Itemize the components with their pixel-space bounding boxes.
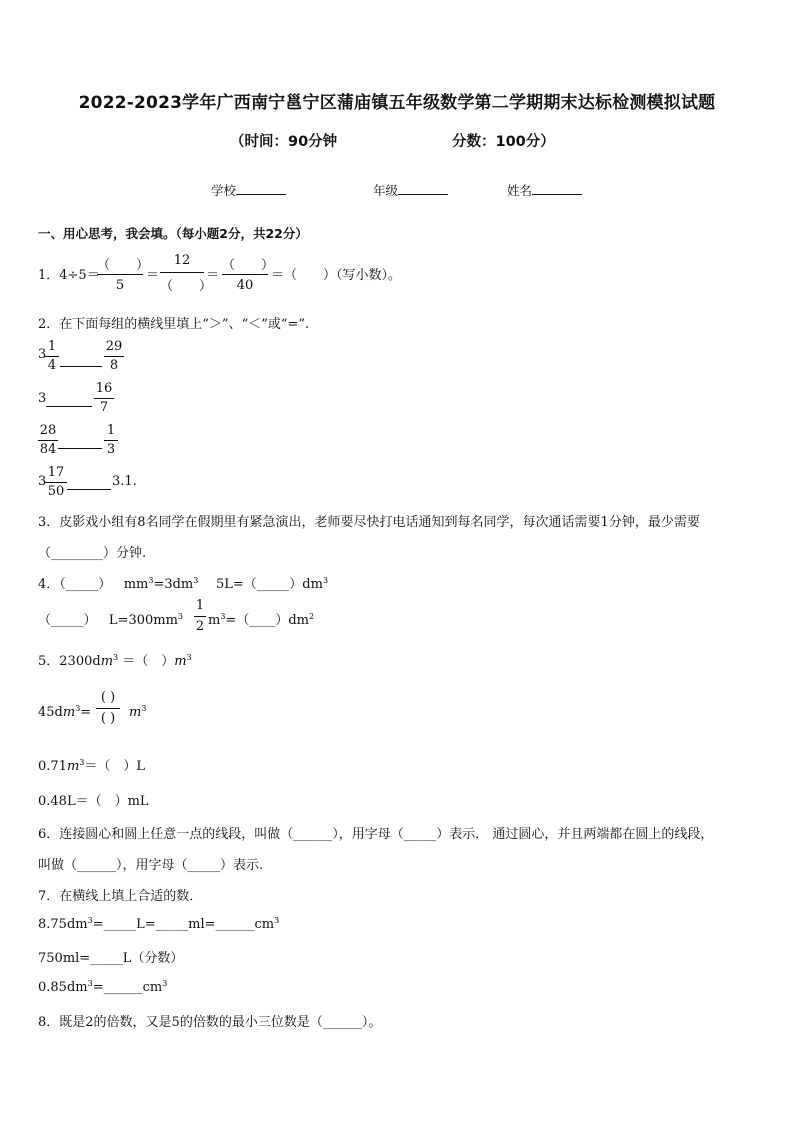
q1-frac3-den: 40 (236, 278, 254, 293)
q4-unit-m: m (208, 613, 221, 628)
q2-text: 2．在下面每组的横线里填上“＞”、“＜”或“=”. (38, 317, 310, 332)
q6-line2: 叫做（______），用字母（_____）表示. (38, 858, 264, 873)
q1-frac1-num[interactable]: （ ） (97, 258, 150, 273)
name-blank[interactable] (532, 182, 582, 195)
q2c-blank[interactable] (58, 448, 102, 449)
q7-a-prefix: 8.75dm (38, 917, 88, 932)
q5-c-m: m (66, 759, 80, 774)
q2d-whole: 3 (38, 474, 47, 489)
q2c-rnum: 1 (106, 423, 116, 438)
name-field (507, 181, 582, 199)
q1-frac3-num[interactable]: （ ） (222, 258, 275, 273)
q7-c-prefix: 0.85dm (38, 980, 88, 995)
q5-b-m2: m (129, 705, 142, 720)
q4-row2b: $m^3=(\_\_\_\_)dm^2$ (208, 612, 315, 628)
q2d-den: 50 (47, 484, 65, 499)
q5-b-unit: $m^3$ (129, 704, 147, 720)
q5-d: 0.48L＝（ ）mL (38, 794, 149, 809)
section-heading: 一、用心思考，我会填。（每小题2分，共22分） (38, 226, 308, 241)
q1-frac3-bar (222, 274, 268, 275)
q2a-whole: 3 (38, 347, 47, 362)
q4-row1: 4．（_____） $mm^3=3dm^3$ (38, 576, 199, 592)
q5-c-blank[interactable]: ＝（ ）L (84, 759, 146, 774)
q7-b: 750ml=_____L（分数） (38, 951, 184, 966)
q5-b: $45dm^3=$ (38, 704, 92, 720)
q5-a-prefix: 5．2300d (38, 654, 101, 669)
q2c-num: 28 (39, 423, 57, 438)
q4-blank2[interactable]: 5L=（_____）dm (216, 577, 323, 592)
q3-line2: （________）分钟. (38, 546, 147, 561)
q2a-num: 1 (47, 339, 57, 354)
q1-frac2-num: 12 (173, 253, 191, 268)
exam-score: 分数：100分） (452, 134, 555, 150)
q4-unit-mm: mm (123, 577, 149, 592)
q1-eq2: ＝ (206, 268, 220, 283)
q1-frac1-den: 5 (115, 278, 125, 293)
q2b-num: 16 (95, 381, 113, 396)
q5-a: 5．$2300dm^3$ ＝（ ）$m^3$ (38, 653, 192, 669)
q5-a-m2: m (174, 654, 187, 669)
q2b-blank[interactable] (46, 406, 92, 407)
q6-line1: 6．连接圆心和圆上任意一点的线段，叫做（______），用字母（_____）表示． 通过圆心，并且两端都在圆上的线段， (38, 827, 714, 842)
q2a-rden: 8 (109, 358, 119, 373)
q2b-whole: 3 (38, 391, 47, 406)
q4-frac-bar (194, 616, 206, 617)
q2c-bar (38, 440, 58, 441)
q2a-rnum: 29 (105, 339, 123, 354)
q8-text: 8．既是2的倍数，又是5的倍数的最小三位数是（______）。 (38, 1015, 382, 1030)
q5-b-bar (96, 708, 120, 709)
q1-frac2-den[interactable]: （ ） (160, 279, 213, 294)
q2c-rden: 3 (106, 442, 116, 457)
grade-label: 年级 (373, 183, 399, 198)
q2d-blank[interactable] (67, 489, 111, 490)
q1-eq1: ＝ (146, 268, 160, 283)
q2b-bar (94, 398, 114, 399)
q1-frac1-bar (97, 274, 143, 275)
q5-b-eq: = (80, 705, 92, 720)
q7-text: 7．在横线上填上合适的数． (38, 889, 203, 904)
q2a-bar (45, 356, 59, 357)
q5-b-num[interactable]: ( ) (100, 690, 116, 705)
q2d-tail: 3.1. (112, 474, 137, 489)
q4-row1b: $5L=(\_\_\_\_\_)dm^3$ (216, 576, 329, 592)
q4-blank1[interactable]: 4．（_____） (38, 577, 112, 592)
q5-c: $0.71m^3=$（ ）L (38, 758, 146, 774)
q2b-den: 7 (99, 400, 109, 415)
q2c-den: 84 (39, 442, 57, 457)
page-title: 2022-2023学年广西南宁邕宁区蒲庙镇五年级数学第二学期期末达标检测模拟试题 (78, 93, 716, 113)
grade-blank[interactable] (398, 182, 448, 195)
q1-frac2-bar (160, 272, 204, 273)
q7-a: $8.75dm^3=\_\_\_\_\_L=\_\_\_\_\_ml=\_\_\_\_\_\_cm^3$ (38, 916, 280, 932)
school-label: 学校 (211, 183, 237, 198)
q2a-rbar (104, 356, 124, 357)
q2d-num: 17 (47, 465, 65, 480)
q7-c-blank[interactable]: =______cm (92, 980, 163, 995)
q4-unit-L: L=300mm (108, 613, 178, 628)
q4-frac-den: 2 (195, 619, 205, 634)
q2c-rbar (104, 440, 118, 441)
q5-a-blank[interactable]: ＝（ ） (122, 654, 175, 669)
q5-b-m: m (62, 705, 76, 720)
school-field (211, 181, 286, 199)
q4-blank4[interactable]: =（____）dm (225, 613, 309, 628)
q2d-bar (45, 482, 67, 483)
q5-c-prefix: 0.71 (38, 759, 67, 774)
q2a-den: 4 (47, 358, 57, 373)
q7-c: $0.85dm^3=\_\_\_\_\_\_cm^3$ (38, 979, 168, 995)
q3-line1: 3．皮影戏小组有8名同学在假期里有紧急演出，老师要尽快打电话通知到每名同学，每次通话需要1分钟，最少需要 (38, 515, 700, 530)
school-blank[interactable] (236, 182, 286, 195)
name-label: 姓名 (507, 183, 533, 198)
exam-time: （时间：90分钟 (230, 134, 338, 150)
q7-a-blanks[interactable]: =_____L=_____ml=______cm (92, 917, 275, 932)
q2a-blank[interactable] (60, 366, 102, 367)
q1-prefix: 1．4÷5＝ (38, 268, 100, 283)
q5-b-den[interactable]: ( ) (100, 711, 116, 726)
grade-field (373, 181, 448, 199)
q4-eq-dm: =3dm (153, 577, 194, 592)
q1-tail: ＝（ ）（写小数）。 (271, 268, 402, 283)
q4-frac-num: 1 (195, 598, 205, 613)
q4-blank3[interactable]: （_____） (38, 613, 97, 628)
q5-a-m: m (100, 654, 114, 669)
q4-row2: （_____） $L=300mm^3$ (38, 612, 184, 628)
q5-b-prefix: 45d (38, 705, 63, 720)
